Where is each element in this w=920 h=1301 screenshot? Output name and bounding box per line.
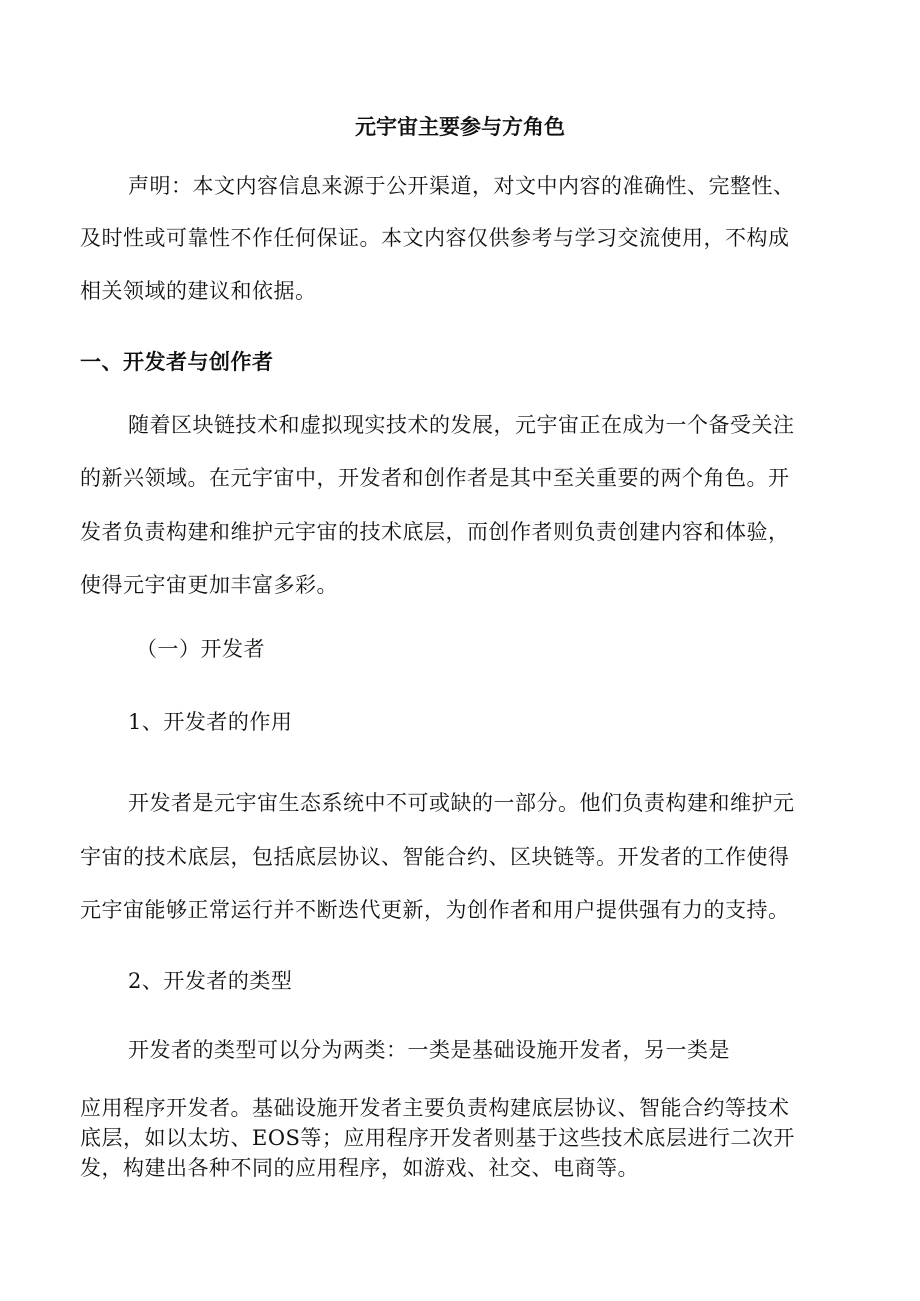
item2-line-4: 发，构建出各种不同的应用程序，如游戏、社交、电商等。 (80, 1156, 639, 1180)
item1-line-1: 开发者是元宇宙生态系统中不可或缺的一部分。他们负责构建和维护元 (128, 791, 795, 815)
disclaimer-line-1: 声明：本文内容信息来源于公开渠道，对文中内容的准确性、完整性、 (128, 174, 795, 198)
item2-line-3: 底层，如以太坊、EOS等；应用程序开发者则基于这些技术底层进行二次开 (80, 1126, 795, 1150)
item2-heading: 2、开发者的类型 (128, 969, 293, 993)
intro-line-4: 使得元宇宙更加丰富多彩。 (80, 573, 338, 597)
subsection-heading: （一）开发者 (136, 637, 265, 661)
item1-heading: 1、开发者的作用 (128, 710, 293, 734)
item2-line-2: 应用程序开发者。基础设施开发者主要负责构建底层协议、智能合约等技术 (80, 1096, 790, 1120)
item2-line-1: 开发者的类型可以分为两类：一类是基础设施开发者，另一类是 (128, 1038, 730, 1062)
document-title: 元宇宙主要参与方角色 (355, 114, 565, 139)
intro-line-3: 发者负责构建和维护元宇宙的技术底层，而创作者则负责创建内容和体验， (80, 520, 790, 544)
item1-line-2: 宇宙的技术底层，包括底层协议、智能合约、区块链等。开发者的工作使得 (80, 845, 790, 869)
item1-line-3: 元宇宙能够正常运行并不断迭代更新，为创作者和用户提供强有力的支持。 (80, 898, 790, 922)
disclaimer-line-3: 相关领域的建议和依据。 (80, 279, 317, 303)
intro-line-2: 的新兴领域。在元宇宙中，开发者和创作者是其中至关重要的两个角色。开 (80, 466, 790, 490)
disclaimer-line-2: 及时性或可靠性不作任何保证。本文内容仅供参考与学习交流使用，不构成 (80, 226, 790, 250)
intro-line-1: 随着区块链技术和虚拟现实技术的发展，元宇宙正在成为一个备受关注 (128, 413, 795, 437)
section-heading: 一、开发者与创作者 (80, 349, 274, 374)
